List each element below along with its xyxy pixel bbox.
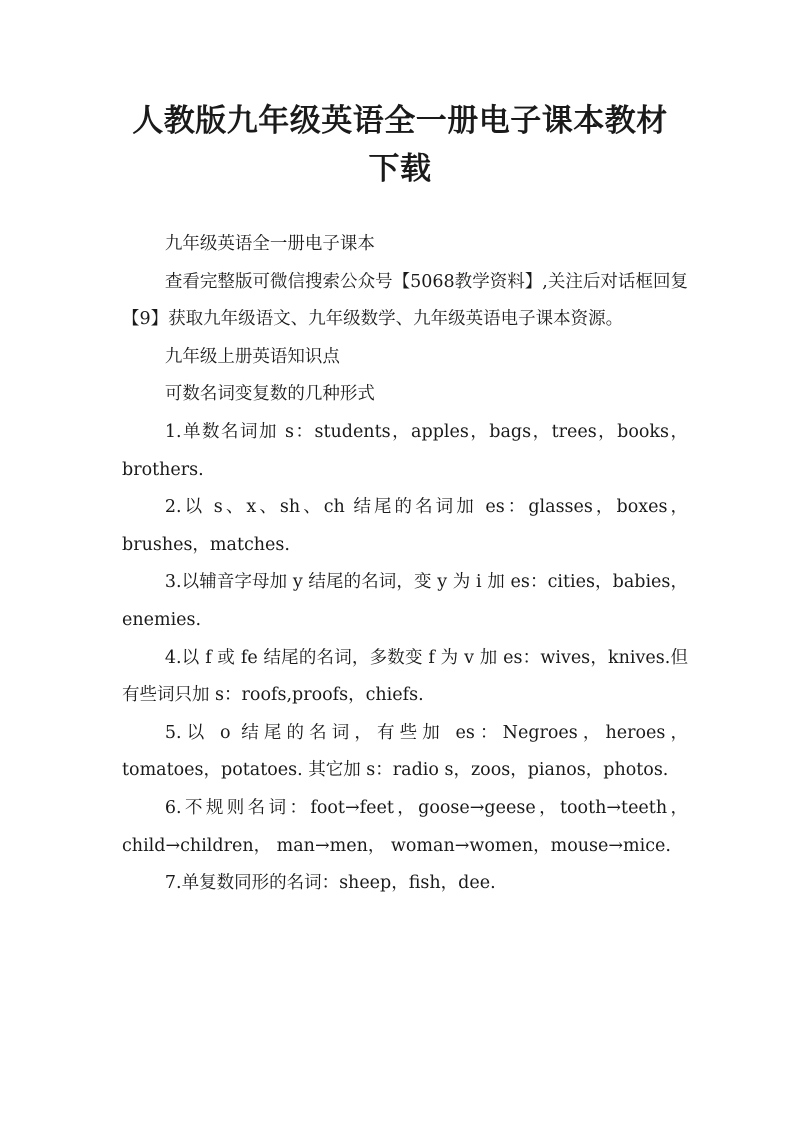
paragraph-rule-5: 5.以 o 结尾的名词，有些加 es：Negroes，heroes，tomatoes，potatoes. 其它加 s：radio s，zoos，pianos，photos. (122, 722, 688, 781)
document-body (122, 226, 688, 903)
paragraph-wechat-notice: 查看完整版可微信搜索公众号【5068教学资料】,关注后对话框回复【9】获取九年级语文、九年级数学、九年级英语电子课本资源。 (122, 271, 688, 330)
paragraph-rule-4: 4.以 f 或 fe 结尾的名词，多数变 f 为 v 加 es：wives，knives.但有些词只加 s：roofs,proofs，chiefs. (122, 647, 688, 706)
paragraph-rule-6: 6.不规则名词：foot→feet，goose→geese，tooth→teeth， child→children， man→men， woman→women，mouse→mice. (122, 797, 688, 856)
paragraph-section-heading: 九年级上册英语知识点 (164, 346, 340, 367)
document-title: 人教版九年级英语全一册电子课本教材下载 (132, 103, 668, 187)
paragraph-plural-forms-heading: 可数名词变复数的几种形式 (164, 384, 375, 405)
paragraph-rule-7: 7.单复数同形的名词：sheep，fish，dee. (164, 873, 496, 894)
paragraph-rule-2: 2.以 s、x、sh、ch 结尾的名词加 es：glasses，boxes，brushes，matches. (122, 497, 688, 555)
paragraph-textbook-heading: 九年级英语全一册电子课本 (164, 234, 375, 254)
paragraph-rule-3: 3.以辅音字母加 y 结尾的名词，变 y 为 i 加 es：cities，babies，enemies. (122, 572, 688, 630)
paragraph-rule-1: 1.单数名词加 s：students，apples，bags，trees，books，brothers. (122, 421, 688, 480)
